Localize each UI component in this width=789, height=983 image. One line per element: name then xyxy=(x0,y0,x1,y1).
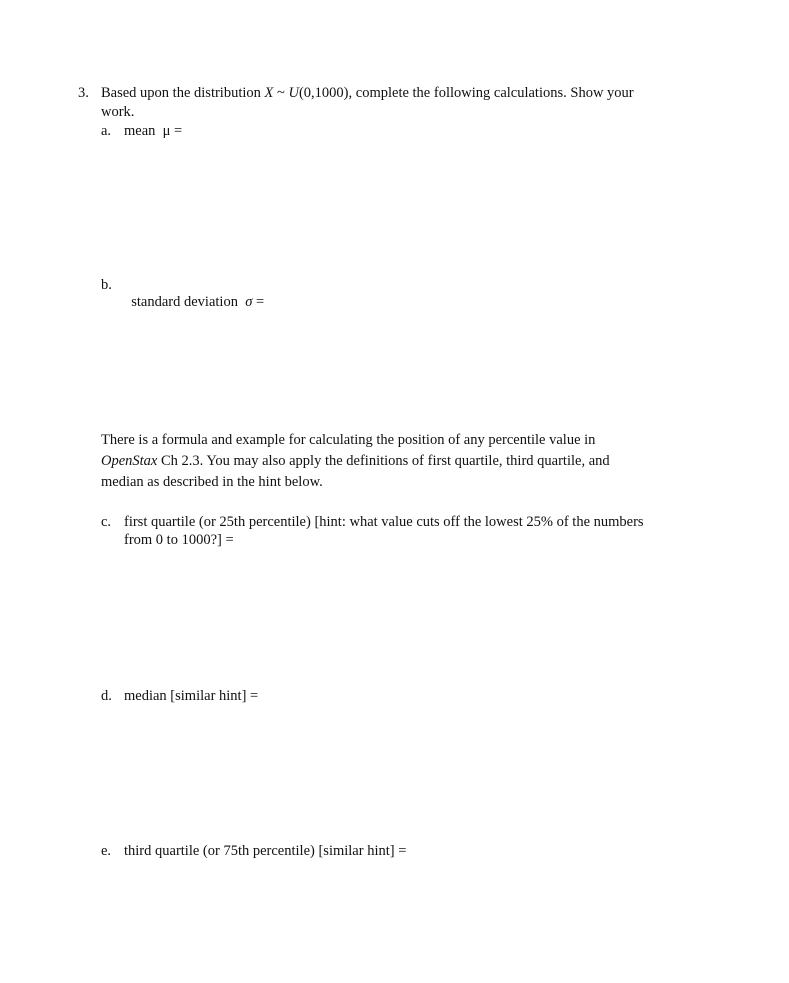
distribution-tilde: ~ xyxy=(273,85,289,101)
part-b-letter: b. xyxy=(101,277,112,293)
note-line2-rest: Ch 2.3. You may also apply the definitions of first quartile, third quartile, and xyxy=(157,453,610,469)
part-e-text: third quartile (or 75th percentile) [similar hint] = xyxy=(124,843,407,859)
part-a-text: mean μ = xyxy=(124,123,183,139)
question-intro-line1 xyxy=(101,85,634,102)
part-b-suffix: = xyxy=(252,294,265,310)
part-c-letter: c. xyxy=(101,514,112,530)
note-line2 xyxy=(101,453,610,470)
question-number: 3. xyxy=(78,85,89,101)
openstax-title: OpenStax xyxy=(101,453,158,469)
part-b-text xyxy=(124,277,264,311)
part-e-letter: e. xyxy=(101,843,112,859)
distribution-params: (0,1000) xyxy=(298,85,349,101)
distribution-variable: X xyxy=(264,85,274,101)
part-a-letter: a. xyxy=(101,123,112,139)
part-b-label: standard deviation xyxy=(131,294,246,310)
sigma-symbol: σ xyxy=(245,294,253,310)
distribution-function: U xyxy=(288,85,299,101)
intro-after: , complete the following calculations. Show your xyxy=(348,85,634,101)
part-d-text: median [similar hint] = xyxy=(124,688,259,704)
note-line3: median as described in the hint below. xyxy=(101,474,323,490)
part-d-letter: d. xyxy=(101,688,112,704)
note-line1: There is a formula and example for calculating the position of any percentile value in xyxy=(101,432,596,448)
question-intro-line2: work. xyxy=(101,104,135,120)
part-c-line1: first quartile (or 25th percentile) [hint: what value cuts off the lowest 25% of the numbers xyxy=(124,514,644,530)
intro-before: Based upon the distribution xyxy=(101,85,265,101)
part-c-line2: from 0 to 1000?] = xyxy=(124,532,234,548)
